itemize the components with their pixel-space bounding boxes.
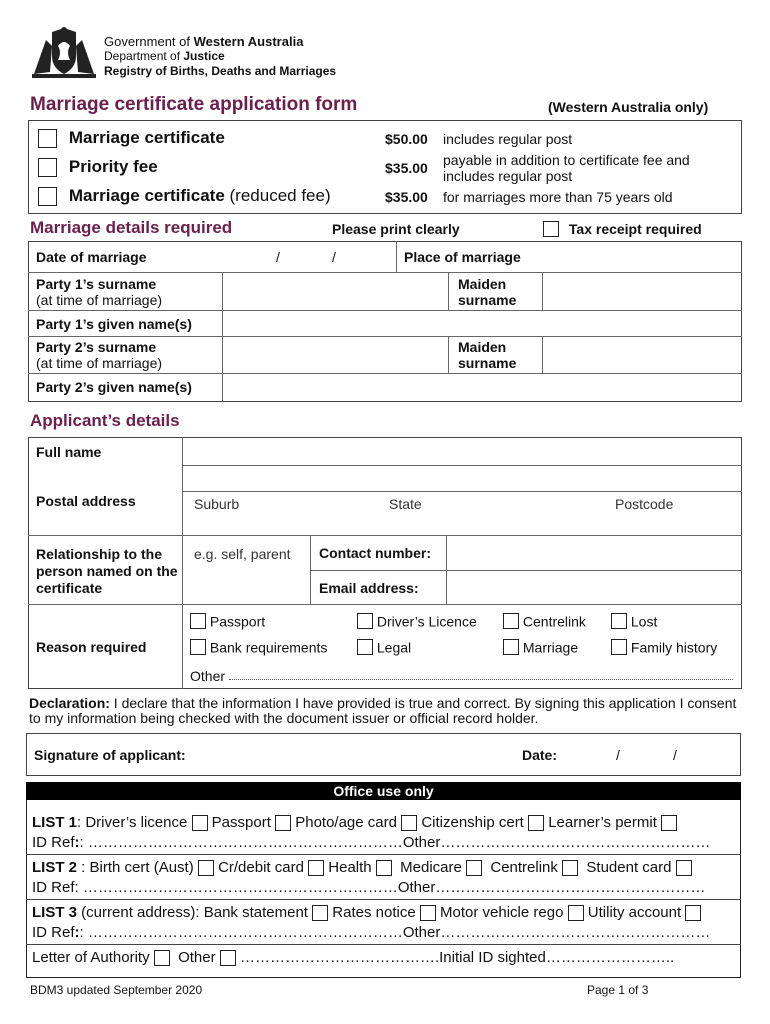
applicant-heading: Applicant’s details <box>30 411 180 430</box>
signature-field[interactable] <box>205 740 505 770</box>
party1-surname-label: Party 1’s surname (at time of marriage) <box>36 276 163 308</box>
list3-bank-statement-checkbox[interactable] <box>312 905 328 921</box>
reason-family-history[interactable]: Family history <box>611 638 717 655</box>
party1-given-label: Party 1’s given name(s) <box>36 316 192 332</box>
reason-other-label: Other <box>190 668 226 684</box>
office-list-2: LIST 2 : Birth cert (Aust) Cr/debit card Health Medicare Centrelink Student card <box>32 859 692 876</box>
centrelink-checkbox[interactable] <box>503 613 519 629</box>
bank-requirements-checkbox[interactable] <box>190 639 206 655</box>
place-of-marriage-label: Place of marriage <box>404 249 521 265</box>
reason-centrelink[interactable]: Centrelink <box>503 612 586 629</box>
reason-marriage[interactable]: Marriage <box>503 638 578 655</box>
party1-maiden-label: Maiden surname <box>458 276 517 308</box>
list3-motor-rego-checkbox[interactable] <box>568 905 584 921</box>
fee-row-2: Priority fee <box>38 157 158 177</box>
reason-other-field[interactable] <box>229 679 733 680</box>
marriage-certificate-checkbox[interactable] <box>38 129 57 148</box>
office-use-heading: Office use only <box>26 782 741 800</box>
party1-surname-field[interactable] <box>226 275 444 307</box>
email-address-field[interactable] <box>450 573 738 601</box>
signature-label: Signature of applicant: <box>34 747 186 763</box>
place-of-marriage-field[interactable] <box>540 245 738 269</box>
drivers-licence-checkbox[interactable] <box>357 613 373 629</box>
postcode-label: Postcode <box>615 496 674 512</box>
list2-debit-card-checkbox[interactable] <box>308 860 324 876</box>
date-of-marriage-label: Date of marriage <box>36 249 147 265</box>
lost-checkbox[interactable] <box>611 613 627 629</box>
declaration-text: Declaration: I declare that the information I have provided is true and correct. By signing this application I consent to my information being checked with the document issuer or official record holder. <box>29 695 737 726</box>
fee-note-1: includes regular post <box>443 131 573 147</box>
party2-maiden-field[interactable] <box>546 339 738 370</box>
reason-drivers-licence[interactable]: Driver’s Licence <box>357 612 477 629</box>
list2-health-checkbox[interactable] <box>376 860 392 876</box>
list3-rates-notice-checkbox[interactable] <box>420 905 436 921</box>
party2-surname-label: Party 2’s surname (at time of marriage) <box>36 339 163 371</box>
loa-other-checkbox[interactable] <box>220 950 236 966</box>
office-list-2-idref: ID Ref: ………………………………………………………Other……………………………………………… <box>32 879 706 896</box>
letter-of-authority-checkbox[interactable] <box>154 950 170 966</box>
postal-address-field[interactable] <box>186 468 738 489</box>
list2-student-card-checkbox[interactable] <box>676 860 692 876</box>
fee-row-1: Marriage certificate <box>38 128 225 148</box>
relationship-hint: e.g. self, parent <box>194 546 291 562</box>
coat-of-arms-logo <box>30 26 98 80</box>
full-name-field[interactable] <box>186 440 738 463</box>
postal-address-label: Postal address <box>36 493 136 509</box>
state-label: State <box>389 496 422 512</box>
list3-utility-account-checkbox[interactable] <box>685 905 701 921</box>
reason-passport[interactable]: Passport <box>190 612 265 629</box>
print-clearly-note: Please print clearly <box>332 221 460 237</box>
fee-price-1: $50.00 <box>385 131 428 147</box>
date-separator: / <box>332 249 336 265</box>
list1-drivers-licence-checkbox[interactable] <box>192 815 208 831</box>
date-separator: / <box>673 747 677 763</box>
date-separator: / <box>616 747 620 763</box>
relationship-field[interactable] <box>186 565 306 601</box>
fee-price-2: $35.00 <box>385 160 428 176</box>
contact-number-label: Contact number: <box>319 545 431 561</box>
email-address-label: Email address: <box>319 580 419 596</box>
office-list-3-idref: ID Ref:: ………………………………………………………Other……………………………………………… <box>32 924 711 941</box>
list1-learners-permit-checkbox[interactable] <box>661 815 677 831</box>
marriage-details-heading: Marriage details required <box>30 218 233 237</box>
suburb-state-postcode-field[interactable] <box>186 512 738 532</box>
date-separator: / <box>276 249 280 265</box>
reason-bank[interactable]: Bank requirements <box>190 638 327 655</box>
party2-given-label: Party 2’s given name(s) <box>36 379 192 395</box>
passport-checkbox[interactable] <box>190 613 206 629</box>
fee-row-3: Marriage certificate (reduced fee) <box>38 186 331 206</box>
list1-passport-checkbox[interactable] <box>275 815 291 831</box>
tax-receipt-option: Tax receipt required <box>543 220 702 237</box>
fee-note-3: for marriages more than 75 years old <box>443 189 673 205</box>
reason-lost[interactable]: Lost <box>611 612 657 629</box>
party2-given-field[interactable] <box>226 376 738 399</box>
party1-given-field[interactable] <box>226 313 738 333</box>
contact-number-field[interactable] <box>450 538 738 568</box>
party1-maiden-field[interactable] <box>546 275 738 307</box>
reason-label: Reason required <box>36 639 147 655</box>
list2-medicare-checkbox[interactable] <box>466 860 482 876</box>
date-of-marriage-field[interactable] <box>232 245 392 269</box>
fee-price-3: $35.00 <box>385 189 428 205</box>
list2-centrelink-checkbox[interactable] <box>562 860 578 876</box>
relationship-label: Relationship to the person named on the certificate <box>36 546 178 596</box>
fee-note-2: payable in addition to certificate fee and includes regular post <box>443 152 690 184</box>
reduced-fee-checkbox[interactable] <box>38 187 57 206</box>
marriage-checkbox[interactable] <box>503 639 519 655</box>
form-version: BDM3 updated September 2020 <box>30 983 203 997</box>
form-title: Marriage certificate application form <box>30 94 358 115</box>
suburb-label: Suburb <box>194 496 240 512</box>
office-list-3: LIST 3 (current address): Bank statement Rates notice Motor vehicle rego Utility account <box>32 904 701 921</box>
list2-birth-cert-checkbox[interactable] <box>198 860 214 876</box>
list1-citizenship-checkbox[interactable] <box>528 815 544 831</box>
agency-name: Government of Western Australia Department of Justice Registry of Births, Deaths and Marriages <box>104 34 337 78</box>
region-note: (Western Australia only) <box>548 99 709 115</box>
office-list-1-idref: ID Ref:: ………………………………………………………Other……………………………………………… <box>32 834 711 851</box>
legal-checkbox[interactable] <box>357 639 373 655</box>
full-name-label: Full name <box>36 444 102 460</box>
list1-photo-age-card-checkbox[interactable] <box>401 815 417 831</box>
office-letter-of-authority: Letter of Authority Other ………………………………….Initial ID sighted…………………….. <box>32 949 675 966</box>
party2-maiden-label: Maiden surname <box>458 339 517 371</box>
family-history-checkbox[interactable] <box>611 639 627 655</box>
priority-fee-checkbox[interactable] <box>38 158 57 177</box>
signature-date-label: Date: <box>522 747 558 763</box>
page-number: Page 1 of 3 <box>587 983 649 997</box>
office-list-1: LIST 1: Driver’s licence Passport Photo/age card Citizenship cert Learner’s permit <box>32 814 677 831</box>
party2-surname-field[interactable] <box>226 339 444 370</box>
reason-legal[interactable]: Legal <box>357 638 411 655</box>
tax-receipt-checkbox[interactable] <box>543 221 559 237</box>
signature-date-field[interactable] <box>570 740 735 770</box>
